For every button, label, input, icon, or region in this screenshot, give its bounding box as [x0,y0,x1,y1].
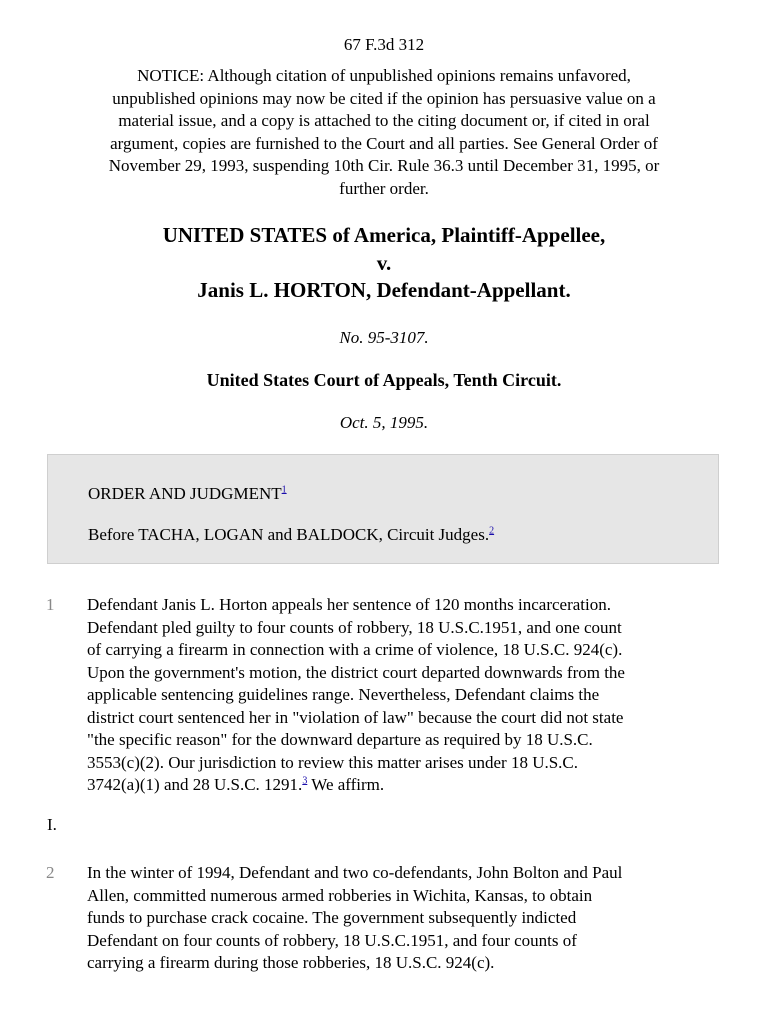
text-line [87,774,727,797]
unpublished-notice [52,65,716,200]
text-line: 3553(c)(2). Our jurisdiction to review this matter arises under 18 U.S.C. [87,752,579,772]
text-line: Defendant pled guilty to four counts of robbery, 18 U.S.C.1951, and one count [87,617,622,637]
panel-judges [88,524,494,547]
footnote-marker [282,484,287,495]
footnote-link-3[interactable]: 3 [302,775,308,787]
case-citation: 67 F.3d 312 [343,35,425,54]
text-segment: 3742(a)(1) and 28 U.S.C. 1291. [87,775,303,794]
text-line: Defendant on four counts of robbery, 18 U.S.C.1951, and four counts of [87,930,577,950]
defendant-party: Janis L. HORTON, Defendant-Appellant. [197,278,571,302]
footnote-link-1[interactable]: 1 [281,484,287,496]
paragraph-text [87,594,727,797]
notice-line: material issue, and a copy is attached to the citing document or, if cited in oral [118,111,650,130]
order-title [88,483,287,506]
text-line: Upon the government's motion, the district court departed downwards from the [87,662,625,682]
plaintiff-party: UNITED STATES of America, Plaintiff-Appellee, [162,223,606,247]
order-title-text: ORDER AND JUDGMENT [88,484,282,503]
text-line: Defendant Janis L. Horton appeals her sentence of 120 months incarceration. [87,595,611,614]
paragraph-number: 1 [46,595,55,614]
text-line: Allen, committed numerous armed robberies in Wichita, Kansas, to obtain [87,885,593,905]
notice-line: NOTICE: Although citation of unpublished opinions remains unfavored, [137,66,631,85]
text-line: of carrying a firearm in connection with a crime of violence, 18 U.S.C. 924(c). [87,640,623,659]
notice-line: argument, copies are furnished to the Court and all parties. See General Order of [110,133,658,153]
text-line: In the winter of 1994, Defendant and two co-defendants, John Bolton and Paul [87,863,623,882]
court-name: United States Court of Appeals, Tenth Circuit. [206,370,562,390]
text-segment: We affirm. [307,775,385,794]
notice-line: November 29, 1993, suspending 10th Cir. Rule 36.3 until December 31, 1995, or [108,156,660,175]
docket-number: No. 95-3107. [339,328,429,347]
text-line: carrying a firearm during those robberies, 18 U.S.C. 924(c). [87,953,495,972]
decision-date: Oct. 5, 1995. [339,413,429,432]
paragraph-text [87,862,727,975]
notice-line: unpublished opinions may now be cited if the opinion has persuasive value on a [112,88,656,108]
case-parties [0,222,768,305]
text-line: funds to purchase crack cocaine. The government subsequently indicted [87,908,577,927]
footnote-marker [489,525,494,536]
text-line: applicable sentencing guidelines range. Nevertheless, Defendant claims the [87,685,600,704]
paragraph-number: 2 [46,863,55,882]
panel-judges-text: Before TACHA, LOGAN and BALDOCK, Circuit Judges. [88,525,490,544]
notice-line: further order. [339,178,429,198]
text-line: district court sentenced her in "violation of law" because the court did not state [87,707,624,727]
order-block [47,454,719,564]
versus-label: v. [376,250,392,275]
section-heading: I. [47,815,57,834]
footnote-link-2[interactable]: 2 [489,525,495,537]
text-line: "the specific reason" for the downward departure as required by 18 U.S.C. [87,730,593,749]
